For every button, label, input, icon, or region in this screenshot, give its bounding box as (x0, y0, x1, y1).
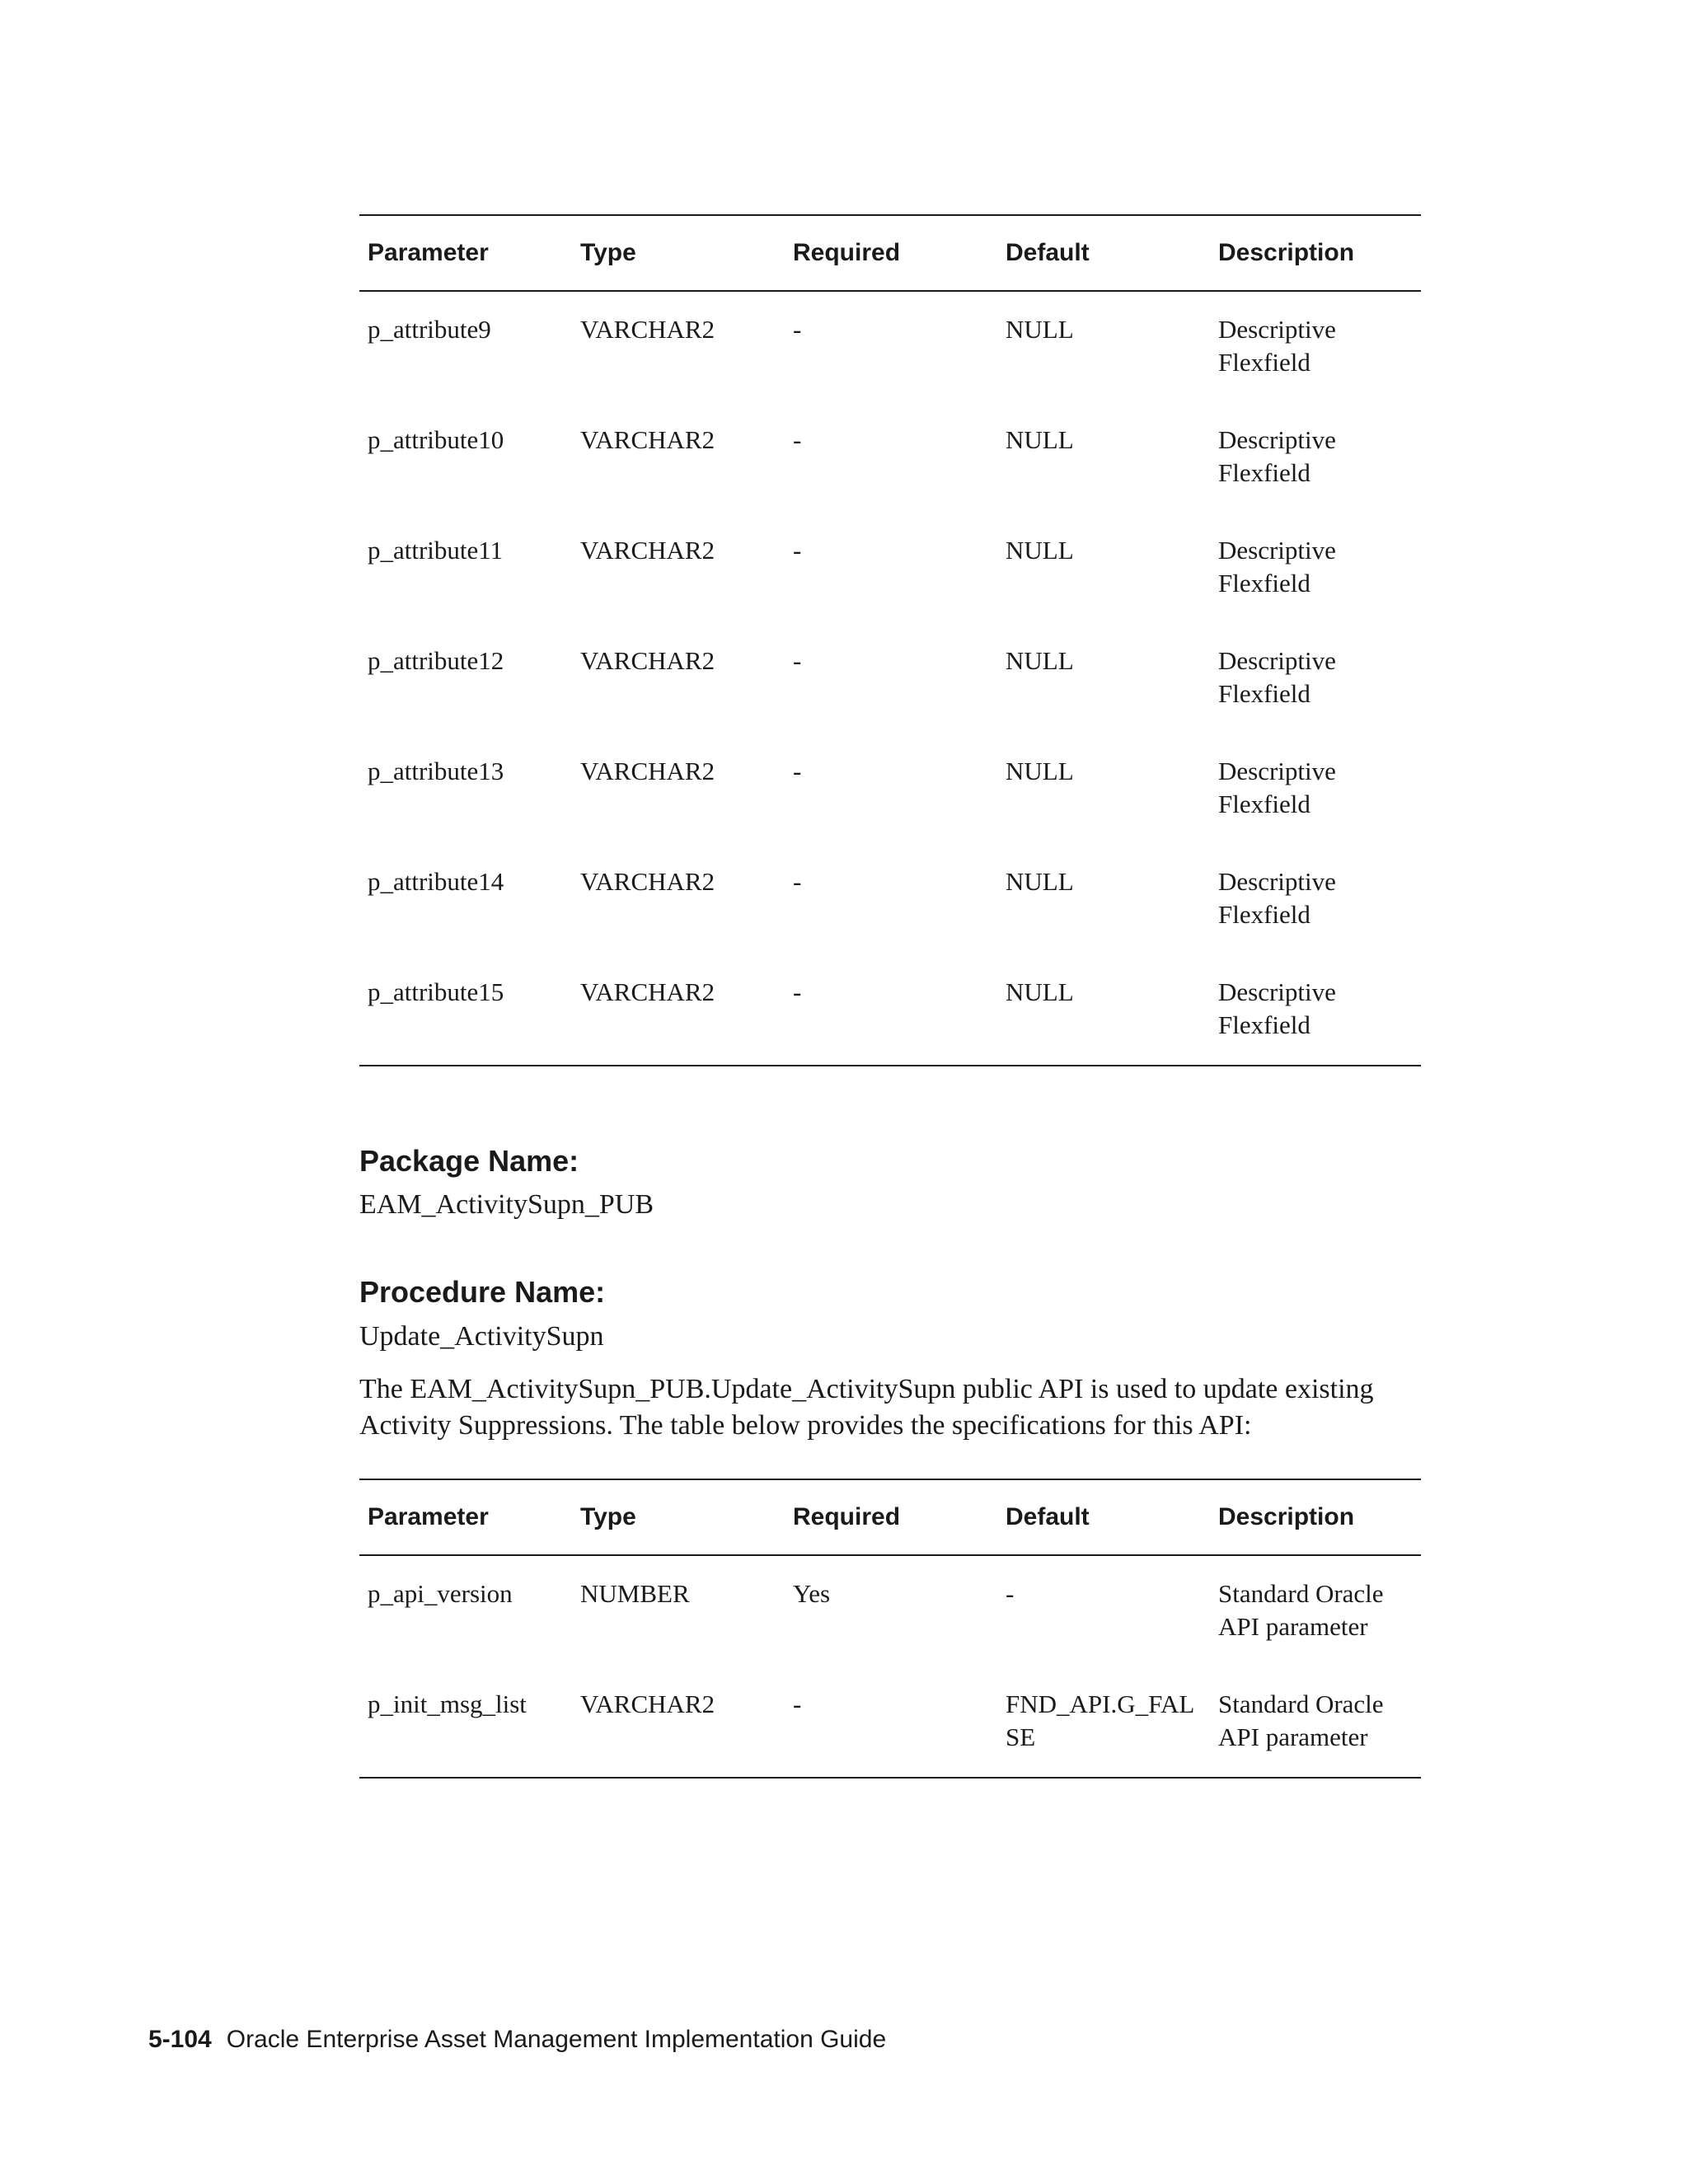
cell-parameter: p_attribute14 (368, 867, 504, 896)
table-row (359, 623, 1421, 733)
cell-default: NULL (1006, 536, 1074, 565)
header-default: Default (1006, 239, 1090, 266)
cell-description: Descriptive Flexfield (1218, 867, 1336, 929)
header-parameter: Parameter (368, 239, 489, 266)
cell-parameter: p_attribute10 (368, 425, 504, 454)
table-row (359, 402, 1421, 513)
cell-description: Descriptive Flexfield (1218, 977, 1336, 1039)
cell-description: Descriptive Flexfield (1218, 315, 1336, 377)
cell-parameter: p_attribute12 (368, 646, 504, 675)
table-row (359, 513, 1421, 623)
page-footer (148, 2026, 886, 2054)
cell-required: - (793, 1690, 802, 1718)
cell-default: NULL (1006, 425, 1074, 454)
cell-parameter: p_attribute9 (368, 315, 491, 344)
cell-description: Descriptive Flexfield (1218, 425, 1336, 487)
cell-required: Yes (793, 1579, 831, 1608)
cell-description: Standard Oracle API parameter (1218, 1579, 1384, 1641)
cell-required: - (793, 977, 802, 1006)
header-description: Description (1218, 239, 1355, 266)
cell-description: Standard Oracle API parameter (1218, 1690, 1384, 1751)
package-name-value: EAM_ActivitySupn_PUB (359, 1189, 654, 1220)
header-description: Description (1218, 1503, 1355, 1530)
header-required: Required (793, 1503, 901, 1530)
parameters-table-continued (359, 214, 1421, 1066)
procedure-name-heading: Procedure Name: (359, 1275, 606, 1309)
cell-required: - (793, 536, 802, 565)
cell-type: VARCHAR2 (580, 867, 715, 896)
cell-type: VARCHAR2 (580, 536, 715, 565)
table-row (359, 733, 1421, 844)
cell-type: VARCHAR2 (580, 757, 715, 785)
cell-parameter: p_init_msg_list (368, 1690, 527, 1718)
cell-type: NUMBER (580, 1579, 690, 1608)
cell-description: Descriptive Flexfield (1218, 536, 1336, 598)
cell-default: NULL (1006, 315, 1074, 344)
header-type: Type (580, 1503, 636, 1530)
cell-default: FND_API.G_FALSE (1006, 1690, 1195, 1751)
cell-default: NULL (1006, 757, 1074, 785)
cell-default: NULL (1006, 867, 1074, 896)
cell-default: NULL (1006, 646, 1074, 675)
cell-default: NULL (1006, 977, 1074, 1006)
cell-required: - (793, 757, 802, 785)
cell-parameter: p_attribute15 (368, 977, 504, 1006)
table-header-row (359, 215, 1421, 291)
procedure-description: The EAM_ActivitySupn_PUB.Update_ActivitySupn public API is used to update existing Activity Suppressions. The table below provides the specifications for this API: (359, 1374, 1374, 1441)
table-row (359, 954, 1421, 1066)
header-type: Type (580, 239, 636, 266)
package-name-heading: Package Name: (359, 1144, 579, 1178)
table-row (359, 844, 1421, 954)
table-row (359, 291, 1421, 402)
cell-parameter: p_attribute13 (368, 757, 504, 785)
cell-parameter: p_api_version (368, 1579, 513, 1608)
table-header-row (359, 1479, 1421, 1555)
cell-description: Descriptive Flexfield (1218, 646, 1336, 708)
table-row (359, 1555, 1421, 1666)
cell-type: VARCHAR2 (580, 425, 715, 454)
cell-default: - (1006, 1579, 1015, 1608)
header-parameter: Parameter (368, 1503, 489, 1530)
header-required: Required (793, 239, 901, 266)
cell-description: Descriptive Flexfield (1218, 757, 1336, 818)
cell-parameter: p_attribute11 (368, 536, 504, 565)
book-title: Oracle Enterprise Asset Management Implementation Guide (226, 2026, 887, 2053)
cell-required: - (793, 425, 802, 454)
cell-required: - (793, 646, 802, 675)
procedure-name-value: Update_ActivitySupn (359, 1321, 604, 1352)
header-default: Default (1006, 1503, 1090, 1530)
cell-type: VARCHAR2 (580, 977, 715, 1006)
page-number: 5-104 (148, 2026, 212, 2053)
table-row (359, 1666, 1421, 1778)
cell-required: - (793, 315, 802, 344)
cell-type: VARCHAR2 (580, 315, 715, 344)
cell-required: - (793, 867, 802, 896)
cell-type: VARCHAR2 (580, 1690, 715, 1718)
update-activitysupn-parameters-table (359, 1479, 1421, 1779)
cell-type: VARCHAR2 (580, 646, 715, 675)
